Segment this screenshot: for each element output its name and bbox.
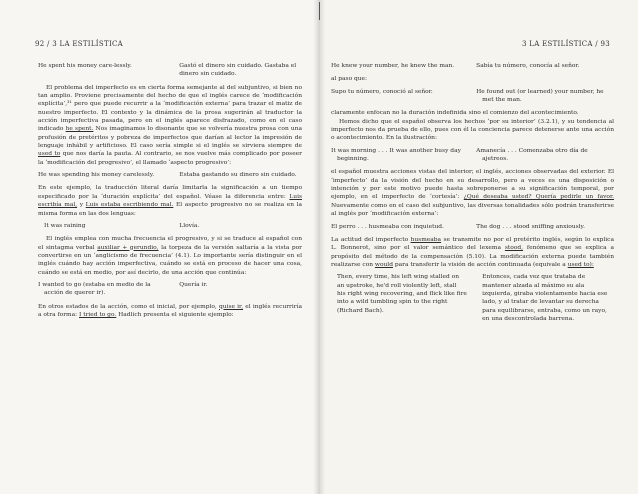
example-english: He spent his money care-lessly. (38, 63, 132, 69)
example-english: He knew your number, he knew the man. (331, 63, 455, 69)
paragraph: al paso que: (331, 76, 368, 83)
right-page-header: 3 LA ESTILÍSTICA / 93 (521, 40, 610, 48)
paragraph: La actitud del imperfecto husmeaba se transmite no por el pretérito inglés, según lo explica L. Bonnerot, sino por el valor semántico del lexema stood, fenómeno que se explica a propósito del método de la compensación (5.10). La modificación externa puede también realizarse con would para transferir la visión de acción continuada (equivale a used to): (331, 236, 615, 268)
example-spanish: Supo tu número, conoció al señor. (331, 88, 433, 95)
example-english: It was raining (44, 222, 86, 229)
spine-mark (319, 2, 320, 20)
book-gutter (313, 0, 325, 494)
right-page-body (331, 58, 614, 328)
paragraph: el español muestra acciones vistas del interior; el inglés, acciones observadas del exterior. El ‘imperfecto’ da la visión del hecho en su desarrollo, pero a veces es una disposición o intención y por este motivo puede hasta sobreponerse a su significación temporal, por ejemplo, en el imperfecto de ‘cortesía’: ¿Qué deseaba usted? Quería pedirle un favor. Nuevamente como en el caso del subjuntivo, las diversas tonalidades sólo podrán transferirse al inglés por ‘modificación externa’: (331, 169, 615, 218)
paragraph: En este ejemplo, la traducción literal daría limitarla la significación a un tiempo especificado por la ‘duración explícita’ del español. Véase la diferencia entre: Luis escribía mal, y Luis estaba escribiendo mal. El aspecto progresivo no se realiza en la misma forma en las dos lenguas: (38, 185, 303, 217)
paragraph: Hemos dicho que el español observa los hechos ‘por su interior’ (3.2.1), y su tendencia al imperfecto nos da prueba de ello, pues con él la conciencia parece detenerse ante una acción o acontecimiento. En la ilustración: (331, 118, 614, 142)
example-spanish: Quería ir. (179, 281, 208, 288)
example-english: It was morning . . . It was another busy day beginning. (331, 147, 461, 163)
paragraph: El inglés emplea con mucha frecuencia el progresivo, y si se traduce al español con el sintagma verbal auxiliar + gerundio, la torpeza de la versión saltaría a la vista por convertirse en un ‘anglicismo de frecuencia’ (4.1). Lo importante sería distinguir en el inglés cuándo hay acción imperfectiva, cuándo se está en proceso de hacer una cosa, cuándo se está en medio, por así decirlo, de una acción que continúa: (38, 236, 303, 276)
left-page-body (38, 58, 302, 319)
example-pair (38, 171, 302, 179)
example-spanish: El perro . . . husmeaba con inquietud. (331, 223, 444, 230)
example-pair (38, 62, 302, 79)
paragraph: claramente enfocan no la duración indefinida sino el comienzo del acontecimiento. (331, 110, 579, 117)
example-spanish: Gastó el dinero sin cuidado. Gastaba el dinero sin cuidado. (179, 63, 297, 78)
example-pair (331, 147, 614, 164)
example-pair (38, 281, 302, 298)
paragraph: El problema del imperfecto es en cierta forma semejante al del subjuntivo, si bien no tan amplio. Proviene precisamente del hecho de que el inglés carece de ‘modificación explícita’,³¹ pero que puede recurrir a la ‘modificación externa’ para trazar el matiz de nuestro imperfecto. El contexto y la dinámica de la prosa sugerirán al traductor la acción imperfectiva pasada, pero en el inglés aparece disfrazado, como en el caso indicado he spent. Nos imaginamos lo disonante que se volvería nuestra prosa con una profusión de pretéritos y pobreza de imperfectos que darían al lector la impresión de lenguaje inhábil y artificioso. El caso sería simple si el inglés se sirviera siempre de used to que nos daría la pauta. Al contrario, se nos vuelve más complicado por poseer la ‘modificación del progresivo’, el llamado ‘aspecto progresivo’: (38, 84, 303, 166)
example-spanish: Entonces, cada vez que trataba de mantener alzada al máximo su ala izquierda, giraba violentamente hacia ese lado, y al tratar de levantar su derecha para equilibrarse, entraba, como un rayo, en una descontrolada barrena. (482, 274, 608, 322)
example-pair (38, 222, 302, 230)
right-page (319, 0, 638, 494)
example-spanish: Amanecía . . . Comenzaba otro día de ajetreos. (476, 147, 588, 163)
example-spanish: Estaba gastando su dinero sin cuidado. (179, 172, 297, 179)
example-pair (331, 273, 614, 323)
example-english: The dog . . . stood sniffing anxiously. (476, 223, 585, 230)
example-spanish: Llovía. (179, 222, 200, 229)
example-pair (331, 88, 614, 105)
left-page-header: 92 / 3 LA ESTILÍSTICA (35, 40, 124, 48)
example-pair (331, 62, 614, 70)
example-english: He was spending his money carelessly. (38, 172, 155, 179)
example-spanish: Sabía tu número, conocía al señor. (476, 63, 580, 69)
paragraph: En otros estados de la acción, como el inicial, por ejemplo, quise ir, el inglés recurriría a otra forma: I tried to go. Hadlich presenta el siguiente ejemplo: (38, 303, 302, 318)
example-english: I wanted to go (estaba en medio de la acción de querer ir). (38, 281, 151, 297)
example-pair (331, 223, 614, 231)
example-english: Then, every time, his left wing stalled on an upstroke, he'd roll violently left, stall his right wing recovering, and flick like fire into a wild tumbling spin to the right (Richard Bach). (337, 274, 467, 314)
example-english: He found out (or learned) your number, he met the man. (476, 88, 604, 104)
